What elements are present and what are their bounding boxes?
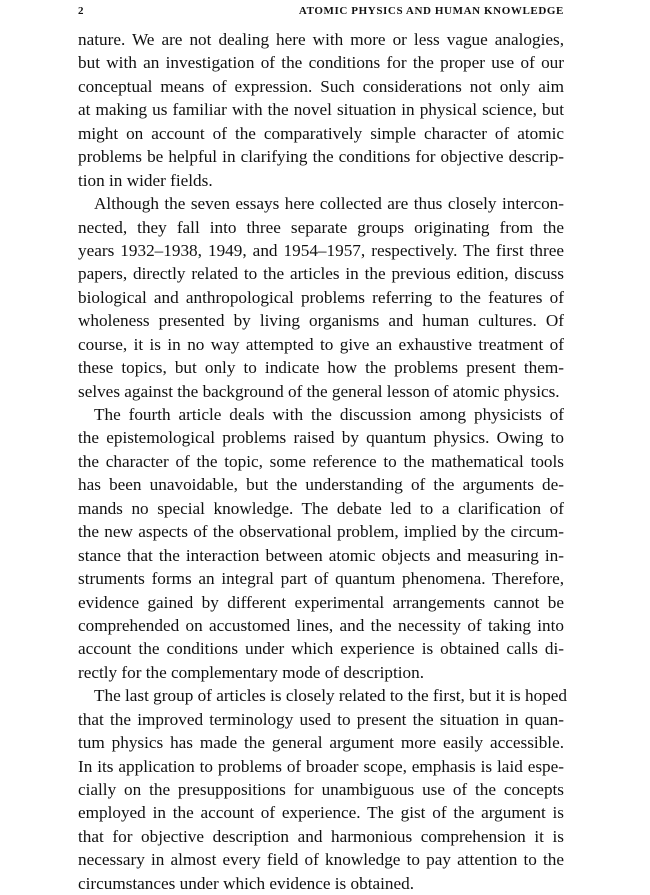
text-line: the epistemological problems raised by quantum physics. Owing to	[78, 428, 564, 448]
text-line: The fourth article deals with the discussion among physicists of	[94, 405, 564, 424]
running-title: ATOMIC PHYSICS AND HUMAN KNOWLEDGE	[298, 5, 564, 17]
text-line: has been unavoidable, but the understanding of the arguments de-	[78, 475, 564, 495]
text-line: rectly for the complementary mode of description.	[78, 662, 425, 682]
text-line: but with an investigation of the conditions for the proper use of our	[78, 53, 564, 73]
text-line: nected, they fall into three separate groups originating from the	[78, 217, 564, 237]
text-line: these topics, but only to indicate how the problems present them-	[78, 358, 564, 378]
page-number: 2	[78, 5, 85, 17]
paragraph	[78, 192, 564, 403]
text-line: selves against the background of the general lesson of atomic physics.	[78, 381, 560, 401]
text-line: stance that the interaction between atomic objects and measuring in-	[78, 545, 564, 565]
text-line: papers, directly related to the articles in the previous edition, discuss	[78, 264, 564, 284]
text-line: tion in wider fields.	[78, 170, 213, 190]
text-line: biological and anthropological problems referring to the features of	[78, 287, 564, 307]
text-line: account the conditions under which experience is obtained calls di-	[78, 639, 564, 659]
text-line: years 1932–1938, 1949, and 1954–1957, respectively. The first three	[78, 240, 564, 260]
text-line: In its application to problems of broader scope, emphasis is laid espe-	[78, 756, 564, 776]
text-line: problems be helpful in clarifying the conditions for objective descrip-	[78, 147, 564, 167]
text-line: struments forms an integral part of quantum phenomena. Therefore,	[78, 569, 564, 589]
text-line: nature. We are not dealing here with more or less vague analogies,	[78, 30, 564, 49]
paragraph	[78, 684, 568, 895]
text-line: might on account of the comparatively simple character of atomic	[78, 123, 564, 143]
text-line: cially on the presuppositions for unambiguous use of the concepts	[78, 780, 564, 799]
text-line: circumstances under which evidence is obtained.	[78, 873, 414, 893]
text-line: comprehended on accustomed lines, and the necessity of taking into	[78, 615, 564, 635]
text-line: that for objective description and harmonious comprehension it is	[78, 826, 564, 846]
text-line: employed in the account of experience. The gist of the argument is	[78, 803, 564, 823]
text-line: mands no special knowledge. The debate led to a clarification of	[78, 498, 564, 518]
text-line: evidence gained by different experimental arrangements cannot be	[78, 592, 564, 612]
text-line: wholeness presented by living organisms and human cultures. Of	[78, 311, 564, 331]
text-line: tum physics has made the general argument more easily accessible.	[78, 733, 564, 753]
text-line: The last group of articles is closely related to the first, but it is hoped	[94, 686, 568, 706]
text-line: conceptual means of expression. Such considerations not only aim	[78, 76, 564, 96]
text-line: course, it is in no way attempted to give an exhaustive treatment of	[78, 334, 564, 354]
text-line: Although the seven essays here collected are thus closely intercon-	[94, 194, 564, 214]
text-line: the character of the topic, some reference to the mathematical tools	[78, 451, 564, 471]
body-text	[78, 28, 568, 895]
text-line: the new aspects of the observational problem, implied by the circum-	[78, 522, 564, 542]
paragraph	[78, 403, 564, 684]
text-line: at making us familiar with the novel situation in physical science, but	[78, 100, 564, 120]
text-line: that the improved terminology used to present the situation in quan-	[78, 709, 564, 729]
paragraph	[78, 28, 564, 192]
running-head	[78, 5, 564, 23]
text-line: necessary in almost every field of knowledge to pay attention to the	[78, 850, 564, 870]
